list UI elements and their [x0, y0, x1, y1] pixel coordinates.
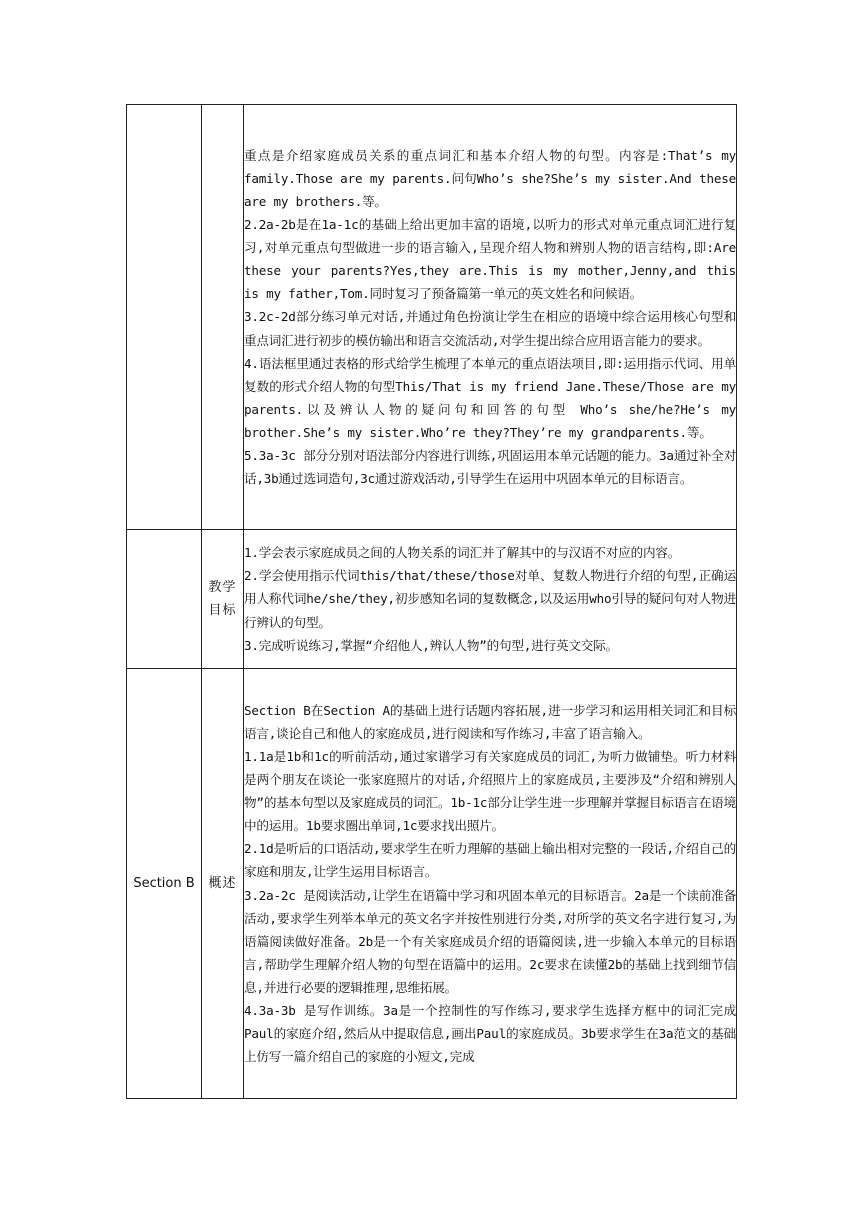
content-cell — [244, 669, 737, 1099]
section-label-cell — [127, 530, 202, 669]
paragraph: 重点是介绍家庭成员关系的重点词汇和基本介绍人物的句型。内容是:That’s my family.Those are my parents.问句Who’s she?She’s my sister.And these are my brothers.等。 — [244, 147, 736, 209]
content-cell — [244, 105, 737, 530]
teaching-objectives-label: 教学目标 — [202, 530, 244, 669]
category-label-cell — [202, 105, 244, 530]
content-cell — [244, 530, 737, 669]
paragraph: Section B在Section A的基础上进行话题内容拓展,进一步学习和运用相关词汇和目标语言,谈论自己和他人的家庭成员,进行阅读和写作练习,丰富了语言输入。 — [244, 702, 736, 741]
paragraph: 5.3a-3c 部分分别对语法部分内容进行训练,巩固运用本单元话题的能力。3a通过补全对话,3b通过选词造句,3c通过游戏活动,引导学生在运用中巩固本单元的目标语言。 — [244, 448, 736, 487]
table-row — [127, 105, 737, 530]
lesson-analysis-table — [126, 104, 737, 1099]
paragraph: 2.1d是听后的口语活动,要求学生在听力理解的基础上输出相对完整的一段话,介绍自己的家庭和朋友,让学生运用目标语言。 — [244, 841, 736, 880]
paragraph: 3.2a-2c 是阅读活动,让学生在语篇中学习和巩固本单元的目标语言。2a是一个读前准备活动,要求学生列举本单元的英文名字并按性别进行分类,对所学的英文名字进行复习,为语篇阅读做好准备。2b是一个有关家庭成员介绍的语篇阅读,进一步输入本单元的目标语言,帮助学生理解介绍人物的句型在语篇中的运用。2c要求在读懂2b的基础上找到细节信息,并进行必要的逻辑推理,思维拓展。 — [244, 887, 736, 995]
table-row — [127, 530, 737, 669]
paragraph: 1.学会表示家庭成员之间的人物关系的词汇并了解其中的与汉语不对应的内容。 — [244, 545, 681, 561]
section-b-label: Section B — [127, 669, 202, 1099]
paragraph: 3.完成听说练习,掌握“介绍他人,辨认人物”的句型,进行英文交际。 — [244, 637, 618, 653]
overview-label: 概述 — [202, 669, 244, 1099]
table-row — [127, 669, 737, 1099]
paragraph: 4.语法框里通过表格的形式给学生梳理了本单元的重点语法项目,即:运用指示代词、用单复数的形式介绍人物的句型This/That is my friend Jane.These/Those are my parents.以及辨认人物的疑问句和回答的句型 Who’s she/he?He’s my brother.She’s my sister.Who’re they?They’re my grandparents.等。 — [244, 355, 736, 440]
paragraph: 4.3a-3b 是写作训练。3a是一个控制性的写作练习,要求学生选择方框中的词汇完成Paul的家庭介绍,然后从中提取信息,画出Paul的家庭成员。3b要求学生在3a范文的基础上仿写一篇介绍自己的家庭的小短文,完成 — [244, 1002, 736, 1065]
paragraph: 2.2a-2b是在1a-1c的基础上给出更加丰富的语境,以听力的形式对单元重点词汇进行复习,对单元重点句型做进一步的语言输入,呈现介绍人物和辨别人物的语言结构,即:Are these your parents?Yes,they are.This is my mother,Jenny,and this is my father,Tom.同时复习了预备篇第一单元的英文姓名和问候语。 — [244, 217, 736, 302]
section-label-cell — [127, 105, 202, 530]
paragraph: 3.2c-2d部分练习单元对话,并通过角色扮演让学生在相应的语境中综合运用核心句型和重点词汇进行初步的模仿输出和语言交流活动,对学生提出综合应用语言能力的要求。 — [244, 309, 736, 348]
paragraph: 1.1a是1b和1c的听前活动,通过家谱学习有关家庭成员的词汇,为听力做铺垫。听力材料是两个朋友在谈论一张家庭照片的对话,介绍照片上的家庭成员,主要涉及“介绍和辨别人物”的基本句型以及家庭成员的词汇。1b-1c部分让学生进一步理解并掌握目标语言在语境中的运用。1b要求圈出单词,1c要求找出照片。 — [244, 748, 736, 834]
paragraph: 2.学会使用指示代词this/that/these/those对单、复数人物进行介绍的句型,正确运用人称代词he/she/they,初步感知名词的复数概念,以及运用who引导的疑问句对人物进行辨认的句型。 — [244, 568, 736, 630]
